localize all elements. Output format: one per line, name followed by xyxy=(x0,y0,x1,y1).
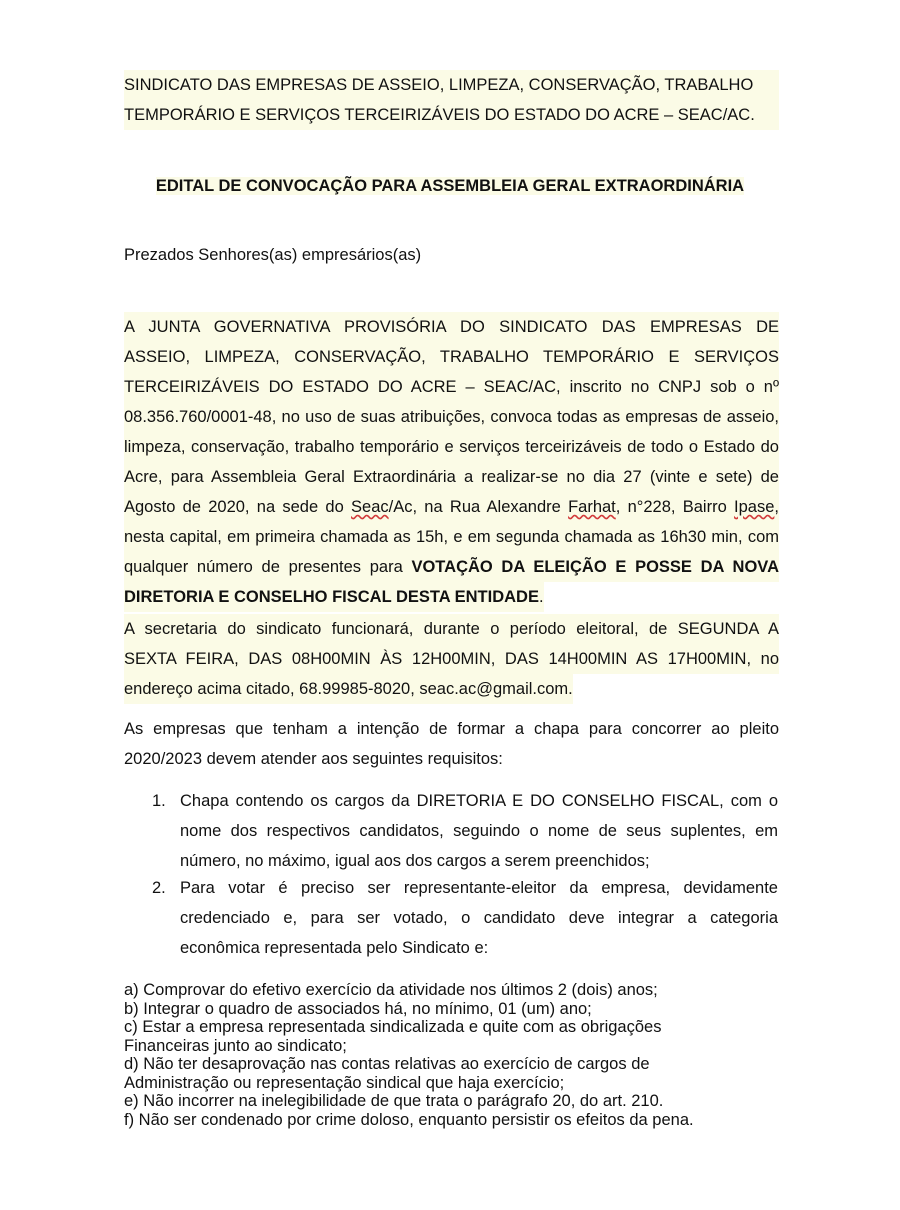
paragraph-line: A JUNTA GOVERNATIVA PROVISÓRIA DO SINDICATO DAS EMPRESAS DE xyxy=(124,312,779,342)
paragraph-line xyxy=(124,582,544,612)
list-item-line: Para votar é preciso ser representante-eleitor da empresa, devidamente xyxy=(180,879,778,897)
text-fragment: . xyxy=(538,588,544,606)
paragraph-line: nesta capital, em primeira chamada as 15h, e em segunda chamada as 16h30 min, com xyxy=(124,522,779,552)
requirement-line: c) Estar a empresa representada sindicalizada e quite com as obrigações xyxy=(124,1018,662,1036)
greeting xyxy=(124,240,779,270)
text-fragment: /Ac, na Rua Alexandre xyxy=(388,498,569,516)
text-fragment: , xyxy=(774,498,779,516)
requirements-list xyxy=(124,981,804,1129)
paragraph-line: ASSEIO, LIMPEZA, CONSERVAÇÃO, TRABALHO TEMPORÁRIO E SERVIÇOS xyxy=(124,342,779,372)
requirement-line: a) Comprovar do efetivo exercício da atividade nos últimos 2 (dois) anos; xyxy=(124,981,658,999)
requirement-line: f) Não ser condenado por crime doloso, enquanto persistir os efeitos da pena. xyxy=(124,1110,694,1129)
paragraph-line: Acre, para Assembleia Geral Extraordinária a realizar-se no dia 27 (vinte e sete) de xyxy=(124,462,779,492)
document-title xyxy=(0,174,900,198)
greeting-text: Prezados Senhores(as) empresários(as) xyxy=(124,246,422,264)
text-fragment: , n°228, Bairro xyxy=(615,498,735,516)
list-item xyxy=(180,786,778,876)
paragraph-line: SEXTA FEIRA, DAS 08H00MIN ÀS 12H00MIN, DAS 14H00MIN AS 17H00MIN, no xyxy=(124,644,779,674)
paragraph-line: As empresas que tenham a intenção de formar a chapa para concorrer ao pleito xyxy=(124,720,779,738)
spellcheck-word: Ipase xyxy=(734,498,775,516)
convocation-paragraph xyxy=(124,312,779,612)
bold-text: VOTAÇÃO DA ELEIÇÃO E POSSE DA NOVA xyxy=(411,558,779,576)
list-item-line: Chapa contendo os cargos da DIRETORIA E DO CONSELHO FISCAL, com o xyxy=(180,792,778,810)
list-item-line: econômica representada pelo Sindicato e: xyxy=(180,939,489,957)
paragraph-line: TERCEIRIZÁVEIS DO ESTADO DO ACRE – SEAC/AC, inscrito no CNPJ sob o nº xyxy=(124,372,779,402)
requirement-line: b) Integrar o quadro de associados há, no mínimo, 01 (um) ano; xyxy=(124,999,592,1018)
paragraph-line: 08.356.760/0001-48, no uso de suas atribuições, convoca todas as empresas de asseio, xyxy=(124,402,779,432)
list-item xyxy=(180,873,778,963)
list-item-line: credenciado e, para ser votado, o candidato deve integrar a categoria xyxy=(180,909,778,927)
spellcheck-word: Seac xyxy=(351,498,389,516)
list-item-line: número, no máximo, igual aos dos cargos a serem preenchidos; xyxy=(180,852,650,870)
header-line: TEMPORÁRIO E SERVIÇOS TERCEIRIZÁVEIS DO ESTADO DO ACRE – SEAC/AC. xyxy=(124,100,779,130)
office-hours-paragraph xyxy=(124,614,779,704)
list-number: 2. xyxy=(152,879,166,897)
text-fragment: Agosto de 2020, na sede do xyxy=(124,498,352,516)
list-number: 1. xyxy=(152,792,166,810)
document-title-text: EDITAL DE CONVOCAÇÃO PARA ASSEMBLEIA GERAL EXTRAORDINÁRIA xyxy=(155,177,745,195)
paragraph-line xyxy=(124,492,779,522)
paragraph-line xyxy=(124,552,779,582)
paragraph-line: A secretaria do sindicato funcionará, durante o período eleitoral, de SEGUNDA A xyxy=(124,614,779,644)
header-line: SINDICATO DAS EMPRESAS DE ASSEIO, LIMPEZA, CONSERVAÇÃO, TRABALHO xyxy=(124,70,779,100)
requirement-line: Administração ou representação sindical que haja exercício; xyxy=(124,1073,565,1092)
requirement-line: d) Não ter desaprovação nas contas relativas ao exercício de cargos de xyxy=(124,1055,650,1073)
paragraph-line: endereço acima citado, 68.99985-8020, seac.ac@gmail.com. xyxy=(124,674,573,704)
list-item-line: nome dos respectivos candidatos, seguindo o nome de seus suplentes, em xyxy=(180,822,778,840)
document-header xyxy=(124,70,779,130)
requirement-line: Financeiras junto ao sindicato; xyxy=(124,1036,347,1055)
bold-text: DIRETORIA E CONSELHO FISCAL DESTA ENTIDADE xyxy=(124,588,539,606)
spellcheck-word: Farhat xyxy=(568,498,616,516)
requirement-line: e) Não incorrer na inelegibilidade de que trata o parágrafo 20, do art. 210. xyxy=(124,1092,664,1110)
paragraph-line: 2020/2023 devem atender aos seguintes requisitos: xyxy=(124,750,503,768)
paragraph-line: limpeza, conservação, trabalho temporário e serviços terceirizáveis de todo o Estado do xyxy=(124,432,779,462)
requirements-intro xyxy=(124,714,779,774)
text-fragment: qualquer número de presentes para xyxy=(124,558,412,576)
